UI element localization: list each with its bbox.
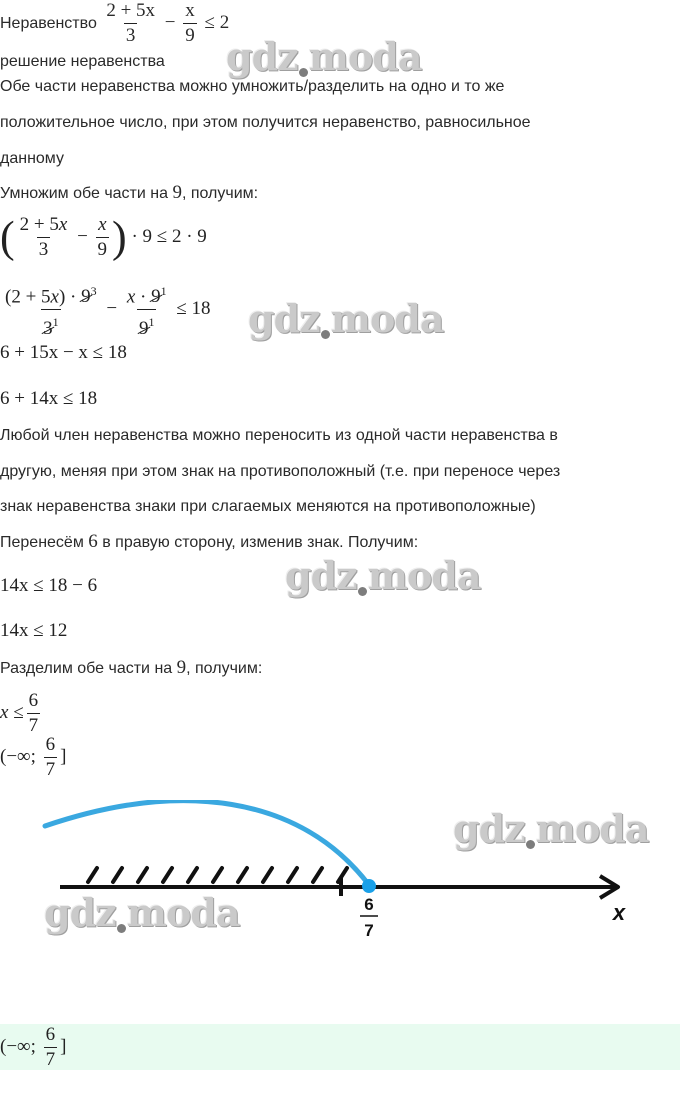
point-label-numerator: 6	[364, 895, 374, 914]
problem-prefix: Неравенство	[0, 14, 97, 32]
fraction-2-numerator: x	[185, 0, 195, 21]
shading-hatch	[88, 868, 347, 882]
point-marker	[362, 879, 376, 893]
point-label-denominator: 7	[364, 921, 374, 940]
fraction-1	[104, 0, 157, 47]
rule1-line3: данному	[0, 150, 64, 167]
rule2-line1: Любой член неравенства можно переносить из одной части неравенства в	[0, 427, 558, 444]
equation-3: 6 + 15x − x ≤ 18	[0, 342, 127, 363]
rule1-line2: положительное число, при этом получится неравенство, равносильное	[0, 114, 531, 131]
fraction-1-numerator: 2 + 5x	[106, 0, 156, 21]
equation-6: 14x ≤ 12	[0, 620, 68, 641]
equation-4: 6 + 14x ≤ 18	[0, 388, 98, 409]
fraction-2	[183, 0, 197, 47]
watermark: gdz moda	[453, 806, 649, 851]
problem-statement: Неравенство $\frac{2 + 5x}{3}$ − $\frac{x}{9}$ ≤ 2	[0, 0, 230, 46]
equation-5: 14x ≤ 18 − 6	[0, 575, 98, 596]
axis-label: x	[612, 900, 626, 925]
result-interval: (−∞; $\frac{6}{7}$ ]	[0, 734, 67, 780]
step1-text: Умножим обе части на 9, получим:	[0, 182, 259, 203]
watermark: gdz moda	[285, 553, 481, 598]
answer-interval: (−∞; $\frac{6}{7}$ ]	[0, 1024, 67, 1070]
problem-rhs: 2	[219, 11, 230, 33]
answer-box	[0, 1024, 680, 1070]
solution-heading: решение неравенства	[0, 53, 165, 70]
step3-text: Разделим обе части на 9, получим:	[0, 657, 263, 678]
rule1-line1: Обе части неравенства можно умножить/разделить на одно и то же	[0, 78, 505, 95]
equation-2: $\frac{(2 + 5x) \cdot 9^3}{3^1}$ − $\frac{x \cdot 9^1}{9^1}$ ≤ 18	[5, 284, 211, 339]
rule2-line3: знак неравенства знаки при слагаемых меняются на противоположные)	[0, 498, 536, 515]
fraction-2-denominator: 9	[185, 25, 195, 46]
equation-1: ( $\frac{2 + 5x}{3}$ − $\frac{x}{9}$ ) · 9 ≤ 2 · 9	[0, 212, 207, 262]
result-inequality: x ≤ $\frac{6}{7}$	[0, 690, 39, 736]
fraction-1-denominator: 3	[125, 25, 136, 46]
watermark: gdz moda	[248, 296, 444, 341]
watermark: gdz moda	[226, 34, 422, 79]
step2-text: Перенесём 6 в правую сторону, изменив знак. Получим:	[0, 531, 419, 552]
watermark: gdz moda	[44, 890, 240, 935]
rule2-line2: другую, меняя при этом знак на противоположный (т.е. при переносе через	[0, 463, 561, 480]
